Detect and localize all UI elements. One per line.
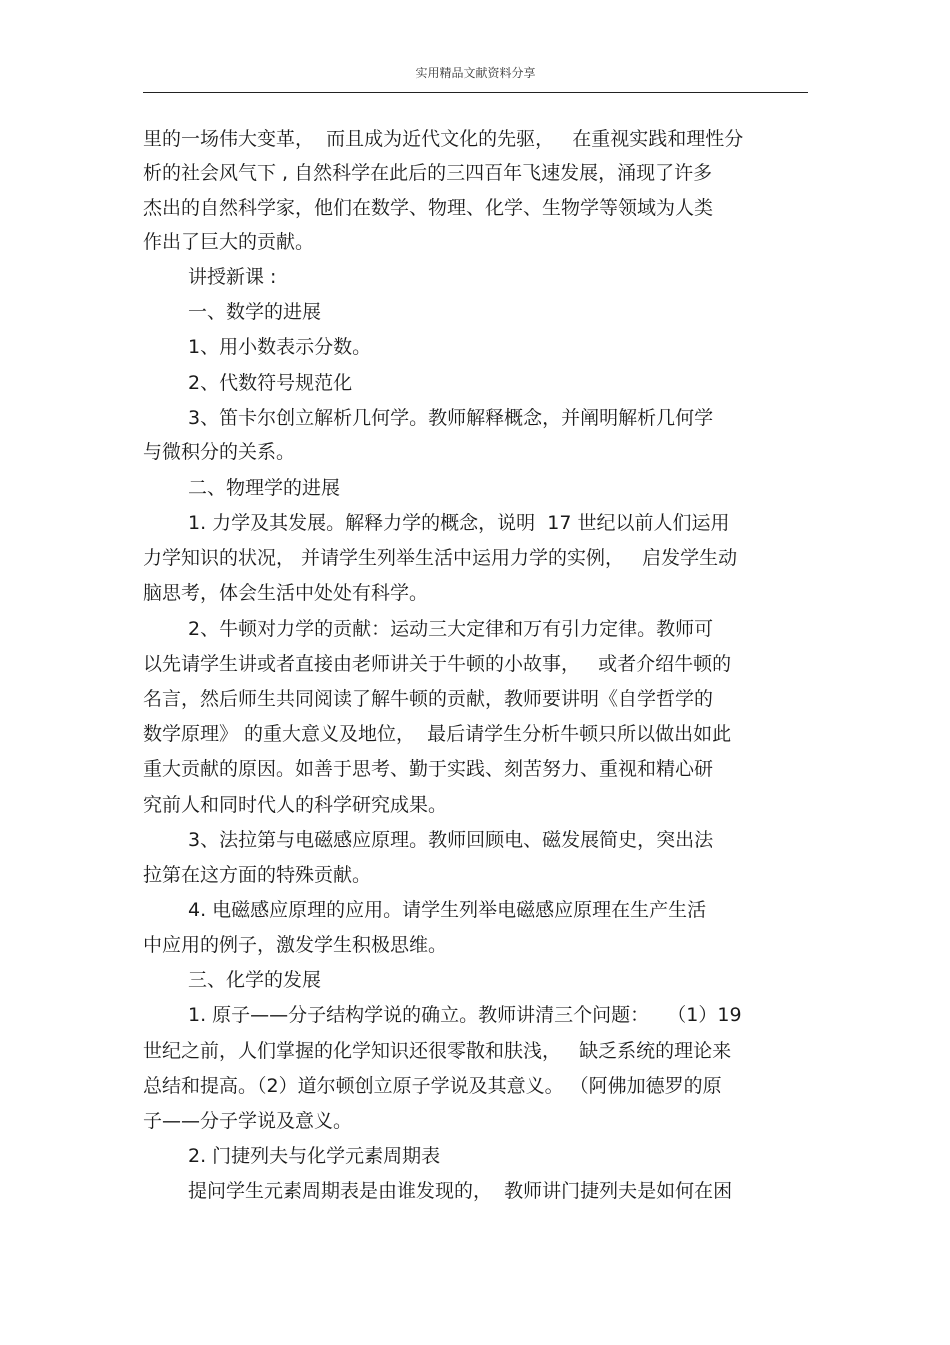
body-line: 1、用小数表示分数。 xyxy=(188,336,372,358)
body-line: 讲授新课 : xyxy=(188,266,277,288)
body-line: 2、代数符号规范化 xyxy=(188,372,353,394)
body-line: 杰出的自然科学家，他们在数学、物理、化学、生物学等领域为人类 xyxy=(143,197,714,219)
section-heading: 一、数学的进展 xyxy=(188,301,322,323)
body-line: 力学知识的状况， 并请学生列举生活中运用力学的实例， 启发学生动 xyxy=(143,547,738,569)
body-line: 脑思考，体会生活中处处有科学。 xyxy=(143,582,429,604)
header-title: 实用精品文献资料分享 xyxy=(415,66,536,80)
page-header xyxy=(143,60,808,93)
body-line: 2. 门捷列夫与化学元素周期表 xyxy=(188,1145,441,1167)
body-line: 4. 电磁感应原理的应用。请学生列举电磁感应原理在生产生活 xyxy=(188,899,707,921)
body-line: 子——分子学说及意义。 xyxy=(143,1110,353,1132)
section-heading: 三、化学的发展 xyxy=(188,969,322,991)
body-line: 2、牛顿对力学的贡献：运动三大定律和万有引力定律。教师可 xyxy=(188,618,714,640)
body-line: 与微积分的关系。 xyxy=(143,441,296,463)
body-line: 3、法拉第与电磁感应原理。教师回顾电、磁发展简史，突出法 xyxy=(188,829,714,851)
body-line: 拉第在这方面的特殊贡献。 xyxy=(143,864,372,886)
body-line: 究前人和同时代人的科学研究成果。 xyxy=(143,794,448,816)
body-line: 作出了巨大的贡献。 xyxy=(143,231,315,253)
section-heading: 二、物理学的进展 xyxy=(188,477,341,499)
body-line: 中应用的例子，激发学生积极思维。 xyxy=(143,934,448,956)
body-line: 数学原理》 的重大意义及地位， 最后请学生分析牛顿只所以做出如此 xyxy=(143,723,732,745)
body-line: 总结和提高。（2）道尔顿创立原子学说及其意义。 （阿佛加德罗的原 xyxy=(143,1075,722,1097)
body-line: 析的社会风气下 , 自然科学在此后的三四百年飞速发展，涌现了许多 xyxy=(143,162,713,184)
body-line: 3、笛卡尔创立解析几何学。教师解释概念，并阐明解析几何学 xyxy=(188,407,714,429)
body-line: 世纪之前，人们掌握的化学知识还很零散和肤浅， 缺乏系统的理论来 xyxy=(143,1040,732,1062)
body-line: 里的一场伟大变革， 而且成为近代文化的先驱， 在重视实践和理性分 xyxy=(143,128,744,150)
body-line: 重大贡献的原因。如善于思考、勤于实践、刻苦努力、重视和精心研 xyxy=(143,758,714,780)
body-line: 1. 力学及其发展。解释力学的概念，说明 17 世纪以前人们运用 xyxy=(188,512,730,534)
body-line: 提问学生元素周期表是由谁发现的， 教师讲门捷列夫是如何在困 xyxy=(188,1180,733,1202)
body-line: 1. 原子——分子结构学说的确立。教师讲清三个问题： （1）19 xyxy=(188,1004,742,1026)
body-line: 以先请学生讲或者直接由老师讲关于牛顿的小故事， 或者介绍牛顿的 xyxy=(143,653,732,675)
body-line: 名言，然后师生共同阅读了解牛顿的贡献，教师要讲明《自学哲学的 xyxy=(143,688,714,710)
